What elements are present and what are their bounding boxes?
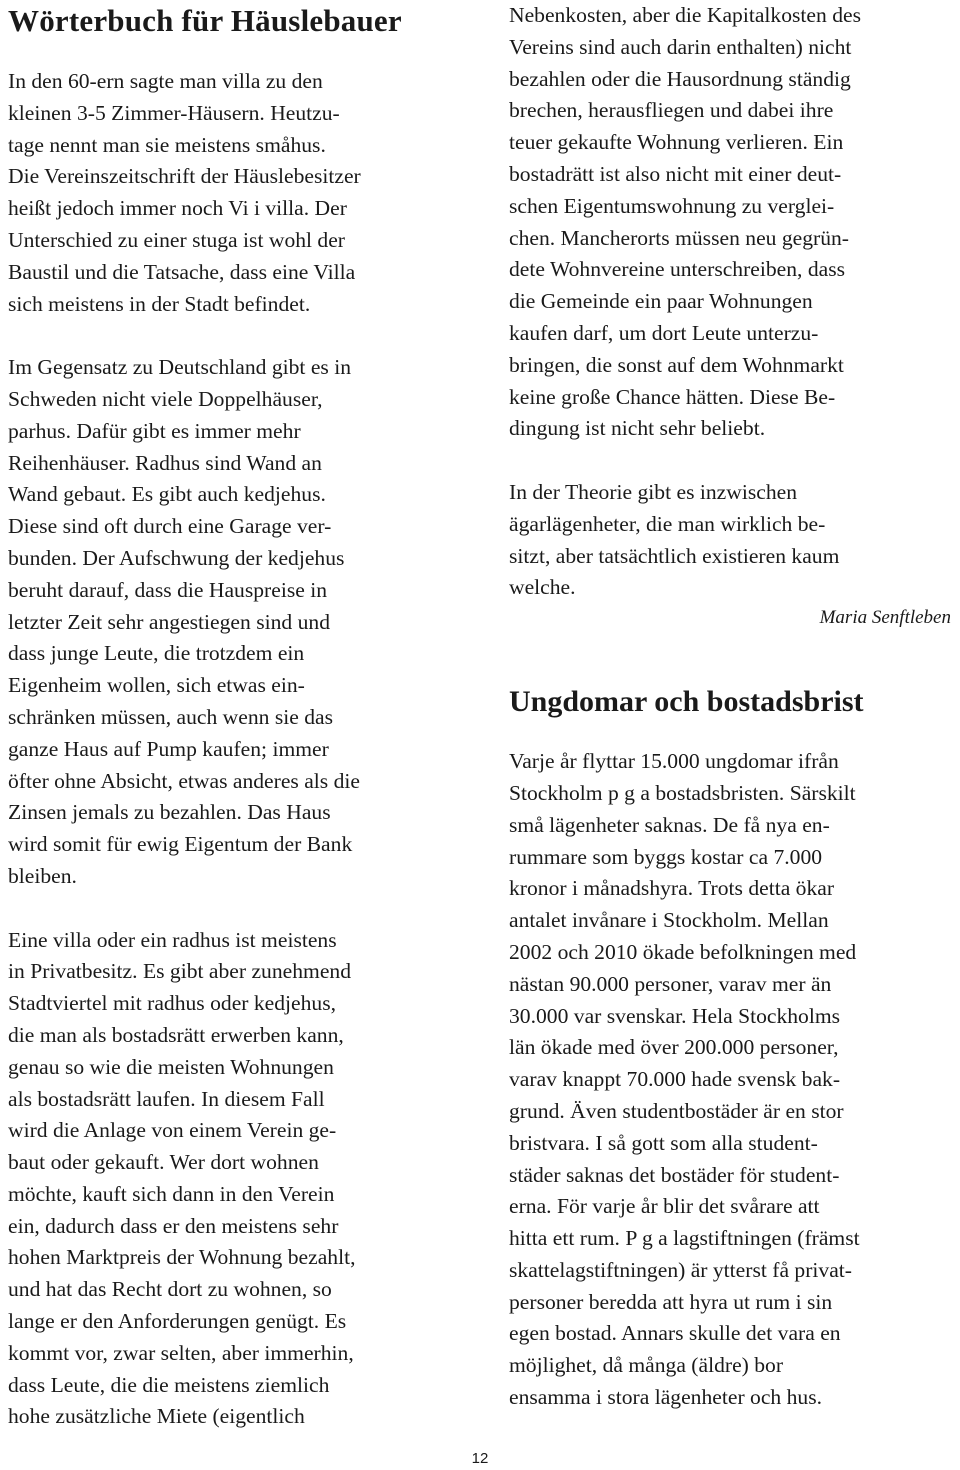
text-line: 2002 och 2010 ökade befolkningen med <box>509 939 857 964</box>
text-line: grund. Även studentbostäder är en stor <box>509 1098 844 1123</box>
text-line: varav knappt 70.000 hade svensk bak- <box>509 1067 841 1092</box>
text-line: antalet invånare i Stockholm. Mellan <box>509 908 829 933</box>
text-line: kleinen 3-5 Zimmer-Häusern. Heutzu- <box>8 100 340 125</box>
text-line: beruht darauf, dass die Hauspreise in <box>8 577 328 602</box>
text-line: bunden. Der Aufschwung der kedjehus <box>8 545 345 570</box>
text-line: als bostadsrätt laufen. In diesem Fall <box>8 1086 325 1111</box>
text-line: län ökade med över 200.000 personer, <box>509 1035 839 1060</box>
text-line: kaufen darf, um dort Leute unterzu- <box>509 320 819 345</box>
text-line: die man als bostadsrätt erwerben kann, <box>8 1022 344 1047</box>
text-line: dete Wohnvereine unterschreiben, dass <box>509 257 846 282</box>
text-line: bezahlen oder die Hausordnung ständig <box>509 66 851 91</box>
text-line: ägarlägenheter, die man wirklich be- <box>509 511 826 536</box>
text-line: teuer gekaufte Wohnung verlieren. Ein <box>509 130 844 155</box>
text-line: hitta ett rum. P g a lagstiftningen (främst <box>509 1226 860 1251</box>
paragraph-ungdomar <box>509 746 957 1414</box>
text-line: ein, dadurch dass er den meistens sehr <box>8 1213 339 1238</box>
paragraph-2 <box>8 352 464 893</box>
text-line: brechen, herausfliegen und dabei ihre <box>509 98 834 123</box>
text-line: dass junge Leute, die trotzdem ein <box>8 641 305 666</box>
text-line: hohe zusätzliche Miete (eigentlich <box>8 1404 305 1429</box>
text-line: welche. <box>509 575 576 600</box>
text-line: chen. Mancherorts müssen neu gegrün- <box>509 225 849 250</box>
text-line: Eigenheim wollen, sich etwas ein- <box>8 673 305 698</box>
text-line: tage nennt man sie meistens småhus. <box>8 132 326 157</box>
text-line: Stadtviertel mit radhus oder kedjehus, <box>8 991 337 1016</box>
text-line: hohen Marktpreis der Wohnung bezahlt, <box>8 1245 356 1270</box>
text-line: nästan 90.000 personer, varav mer än <box>509 971 832 996</box>
paragraph-1 <box>8 66 464 320</box>
text-line: möchte, kauft sich dann in den Verein <box>8 1181 335 1206</box>
text-line: Eine villa oder ein radhus ist meistens <box>8 927 337 952</box>
text-line: kommt vor, zwar selten, aber immerhin, <box>8 1340 354 1365</box>
text-line: Unterschied zu einer stuga ist wohl der <box>8 227 346 252</box>
text-line: rummare som byggs kostar ca 7.000 <box>509 844 823 869</box>
left-column <box>8 0 464 1433</box>
text-line: letzter Zeit sehr angestiegen sind und <box>8 609 330 634</box>
text-line: möjlighet, då många (äldre) bor <box>509 1353 784 1378</box>
text-line: bristvara. I så gott som alla student- <box>509 1130 818 1155</box>
text-line: erna. För varje år blir det svårare att <box>509 1194 820 1219</box>
text-line: lange er den Anforderungen genügt. Es <box>8 1309 347 1334</box>
text-line: in Privatbesitz. Es gibt aber zunehmend <box>8 959 352 984</box>
text-line: bleiben. <box>8 863 77 888</box>
text-line: Stockholm p g a bostadsbristen. Särskilt <box>509 780 856 805</box>
text-line: schen Eigentumswohnung zu verglei- <box>509 193 835 218</box>
text-line: wird die Anlage von einem Verein ge- <box>8 1118 337 1143</box>
text-line: baut oder gekauft. Wer dort wohnen <box>8 1150 319 1175</box>
text-line: små lägenheter saknas. De få nya en- <box>509 812 830 837</box>
text-line: In den 60-ern sagte man villa zu den <box>8 69 323 93</box>
article-title: Wörterbuch für Häuslebauer <box>8 3 402 38</box>
text-line: parhus. Dafür gibt es immer mehr <box>8 418 301 443</box>
text-line: genau so wie die meisten Wohnungen <box>8 1054 334 1079</box>
text-line: wird somit für ewig Eigentum der Bank <box>8 832 353 857</box>
page-number: 12 <box>471 1450 489 1467</box>
paragraph-theory <box>509 477 957 604</box>
text-line: dass Leute, die die meistens ziemlich <box>8 1372 330 1397</box>
text-line: Reihenhäuser. Radhus sind Wand an <box>8 450 322 475</box>
text-line: skattelagstiftningen) är ytterst få privat- <box>509 1257 852 1282</box>
text-line: Die Vereinszeitschrift der Häuslebesitzer <box>8 164 361 189</box>
text-line: Zinsen jemals zu bezahlen. Das Haus <box>8 800 331 825</box>
paragraph-continued <box>509 0 957 445</box>
text-line: Diese sind oft durch eine Garage ver- <box>8 514 332 539</box>
text-line: sitzt, aber tatsächtlich existieren kaum <box>509 543 840 568</box>
right-column <box>509 0 957 1414</box>
text-line: ensamma i stora lägenheter och hus. <box>509 1385 823 1410</box>
section-title: Ungdomar och bostadsbrist <box>509 685 864 719</box>
text-line: die Gemeinde ein paar Wohnungen <box>509 289 813 314</box>
text-line: städer saknas det bostäder för student- <box>509 1162 840 1187</box>
text-line: ganze Haus auf Pump kaufen; immer <box>8 736 329 761</box>
text-line: Wand gebaut. Es gibt auch kedjehus. <box>8 482 326 507</box>
text-line: bringen, die sonst auf dem Wohnmarkt <box>509 352 844 377</box>
text-line: sich meistens in der Stadt befindet. <box>8 291 311 316</box>
text-line: Baustil und die Tatsache, dass eine Villa <box>8 259 356 284</box>
paragraph-3 <box>8 925 464 1434</box>
text-line: Im Gegensatz zu Deutschland gibt es in <box>8 355 352 380</box>
text-line: personer beredda att hyra ut rum i sin <box>509 1289 833 1314</box>
author-signature: Maria Senftleben <box>819 607 951 629</box>
text-line: egen bostad. Annars skulle det vara en <box>509 1321 841 1346</box>
text-line: Schweden nicht viele Doppelhäuser, <box>8 386 323 411</box>
text-line: kronor i månadshyra. Trots detta ökar <box>509 876 835 901</box>
text-line: Varje år flyttar 15.000 ungdomar ifrån <box>509 749 839 774</box>
text-line: In der Theorie gibt es inzwischen <box>509 479 798 504</box>
text-line: heißt jedoch immer noch Vi i villa. Der <box>8 196 347 221</box>
text-line: 30.000 var svenskar. Hela Stockholms <box>509 1003 841 1028</box>
text-line: Nebenkosten, aber die Kapitalkosten des <box>509 3 861 27</box>
text-line: Vereins sind auch darin enthalten) nicht <box>509 34 852 59</box>
text-line: bostadrätt ist also nicht mit einer deut- <box>509 161 842 186</box>
text-line: dingung ist nicht sehr beliebt. <box>509 416 766 441</box>
text-line: öfter ohne Absicht, etwas anderes als die <box>8 768 360 793</box>
text-line: keine große Chance hätten. Diese Be- <box>509 384 836 409</box>
text-line: und hat das Recht dort zu wohnen, so <box>8 1277 332 1302</box>
text-line: schränken müssen, auch wenn sie das <box>8 704 334 729</box>
